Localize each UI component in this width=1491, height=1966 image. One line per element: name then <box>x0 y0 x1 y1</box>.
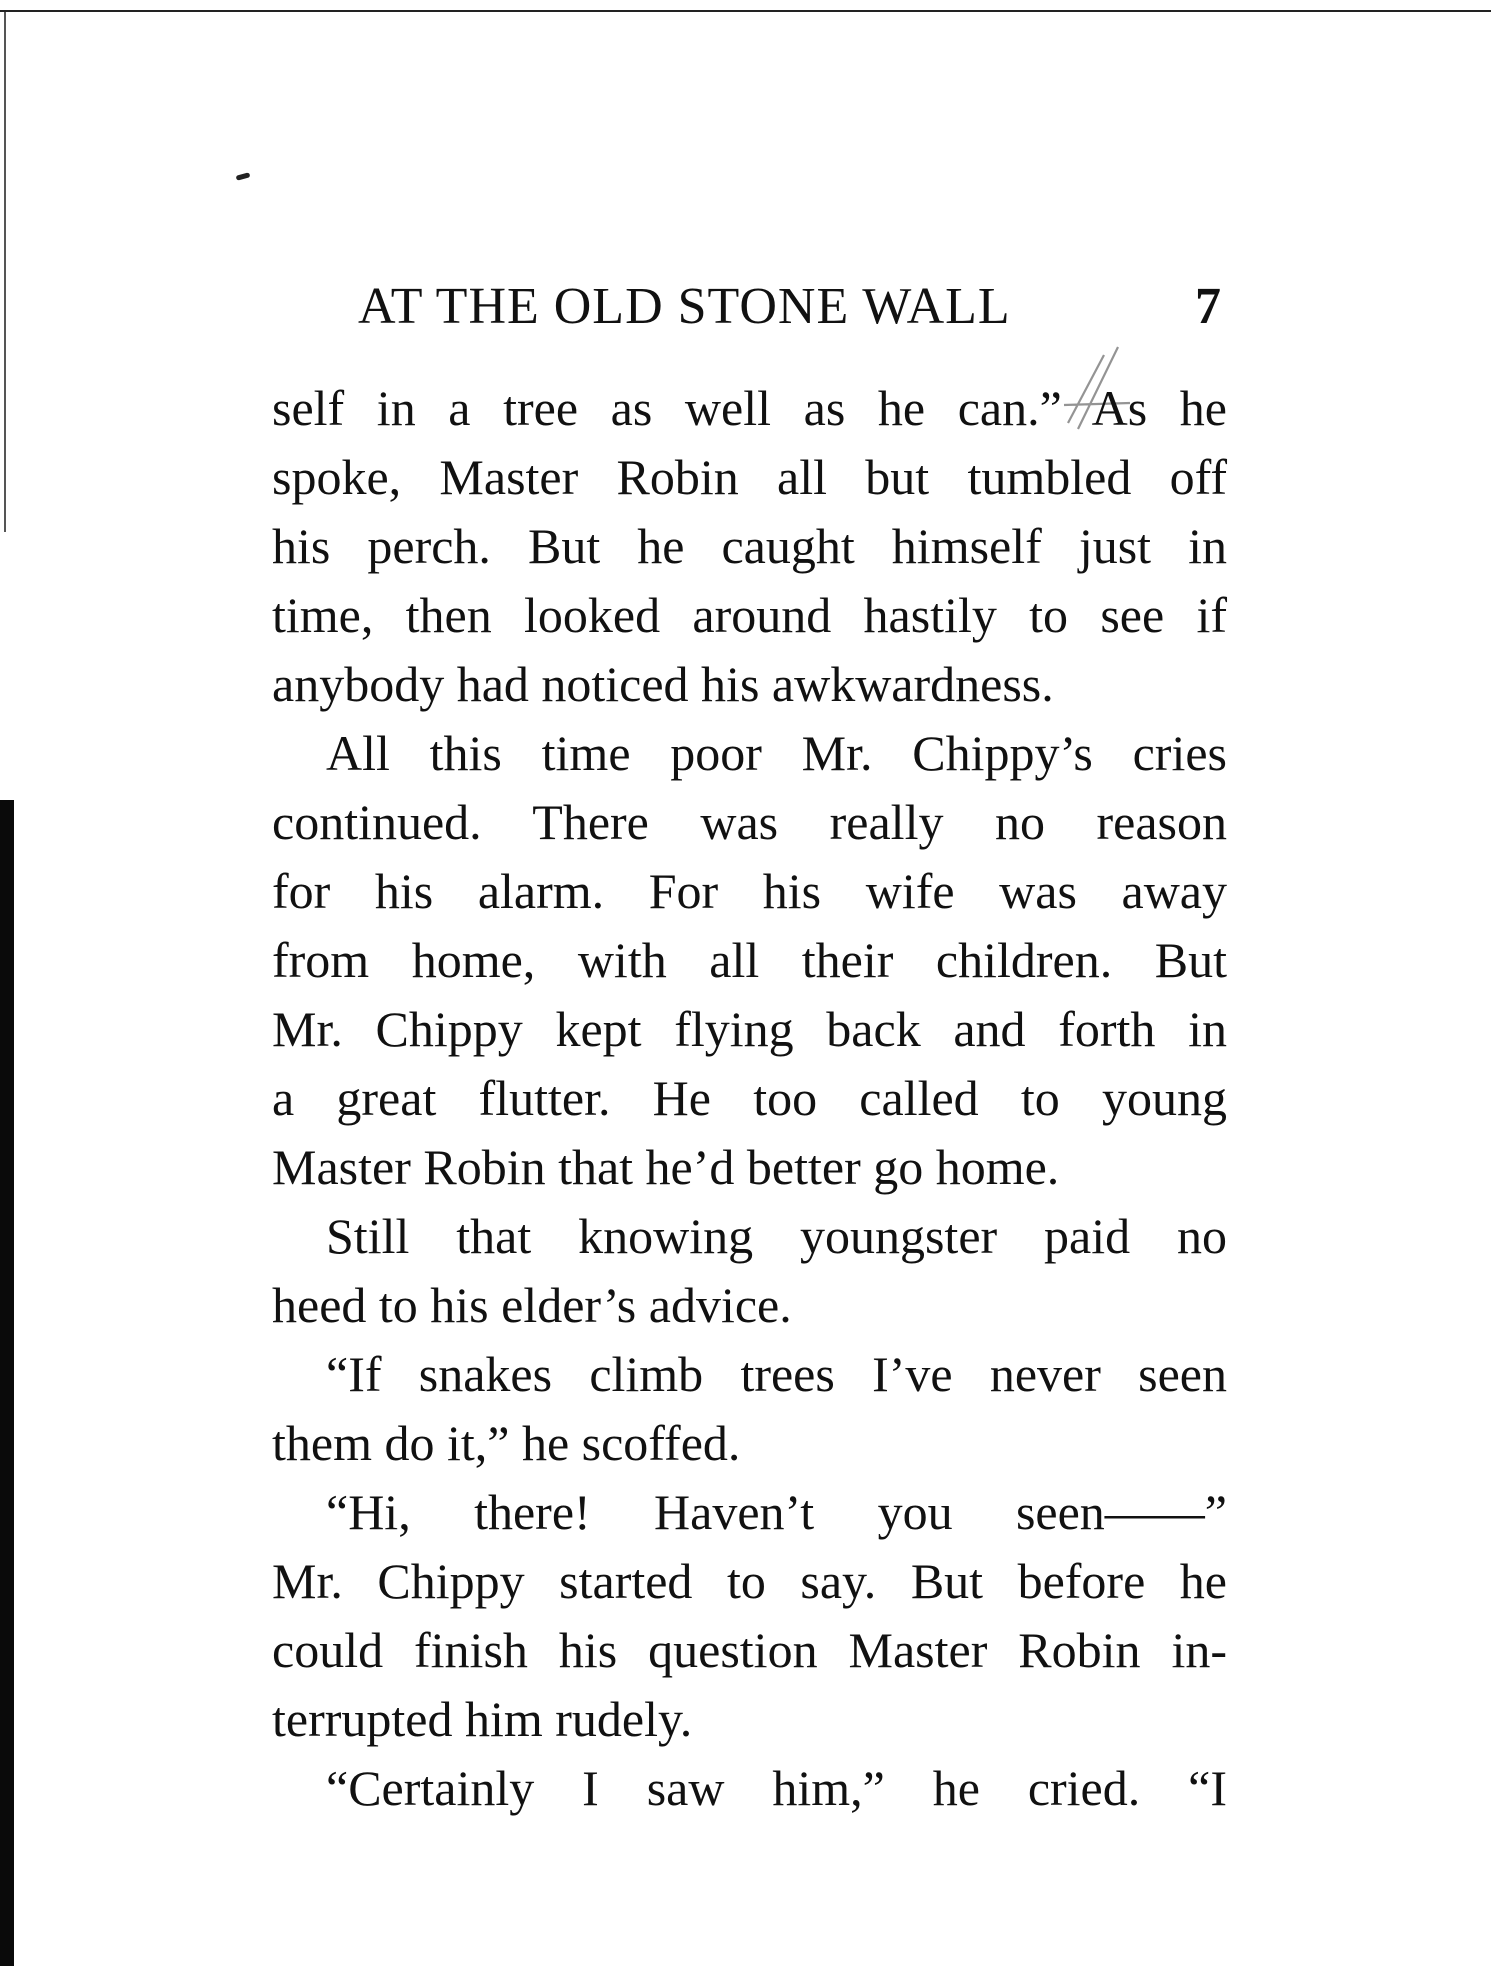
text-line: from home, with all their children. But <box>272 932 1227 988</box>
text-line: Still that knowing youngster paid no <box>326 1208 1227 1264</box>
ink-speck <box>236 172 251 180</box>
text-line: continued. There was really no reason <box>272 794 1227 850</box>
body-text <box>272 374 1227 1823</box>
text-line: “Certainly I saw him,” he cried. “I <box>326 1760 1227 1816</box>
text-line: Master Robin that he’d better go home. <box>272 1139 1060 1195</box>
text-line: his perch. But he caught himself just in <box>272 518 1227 574</box>
text-line: “If snakes climb trees I’ve never seen <box>326 1346 1227 1402</box>
running-head <box>358 272 1228 342</box>
text-line: “Hi, there! Haven’t you seen——” <box>326 1484 1227 1540</box>
running-title: AT THE OLD STONE WALL <box>358 278 1011 335</box>
text-line: them do it,” he scoffed. <box>272 1415 741 1471</box>
scan-edge-line <box>4 12 6 532</box>
text-line: Mr. Chippy started to say. But before he <box>272 1553 1227 1609</box>
text-line: could finish his question Master Robin in- <box>272 1622 1227 1678</box>
text-line: terrupted him rudely. <box>272 1691 693 1747</box>
page-number: 7 <box>1195 278 1222 335</box>
text-line: Mr. Chippy kept flying back and forth in <box>272 1001 1227 1057</box>
scan-edge-rule <box>0 10 1491 12</box>
text-line: time, then looked around hastily to see if <box>272 587 1227 643</box>
text-line: a great flutter. He too called to young <box>272 1070 1227 1126</box>
text-line: spoke, Master Robin all but tumbled off <box>272 449 1227 505</box>
scan-gutter-shadow <box>0 800 14 1966</box>
text-line: for his alarm. For his wife was away <box>272 863 1227 919</box>
text-line: self in a tree as well as he can.” As he <box>272 380 1227 436</box>
text-line: anybody had noticed his awkwardness. <box>272 656 1054 712</box>
text-line: All this time poor Mr. Chippy’s cries <box>326 725 1227 781</box>
text-line: heed to his elder’s advice. <box>272 1277 792 1333</box>
